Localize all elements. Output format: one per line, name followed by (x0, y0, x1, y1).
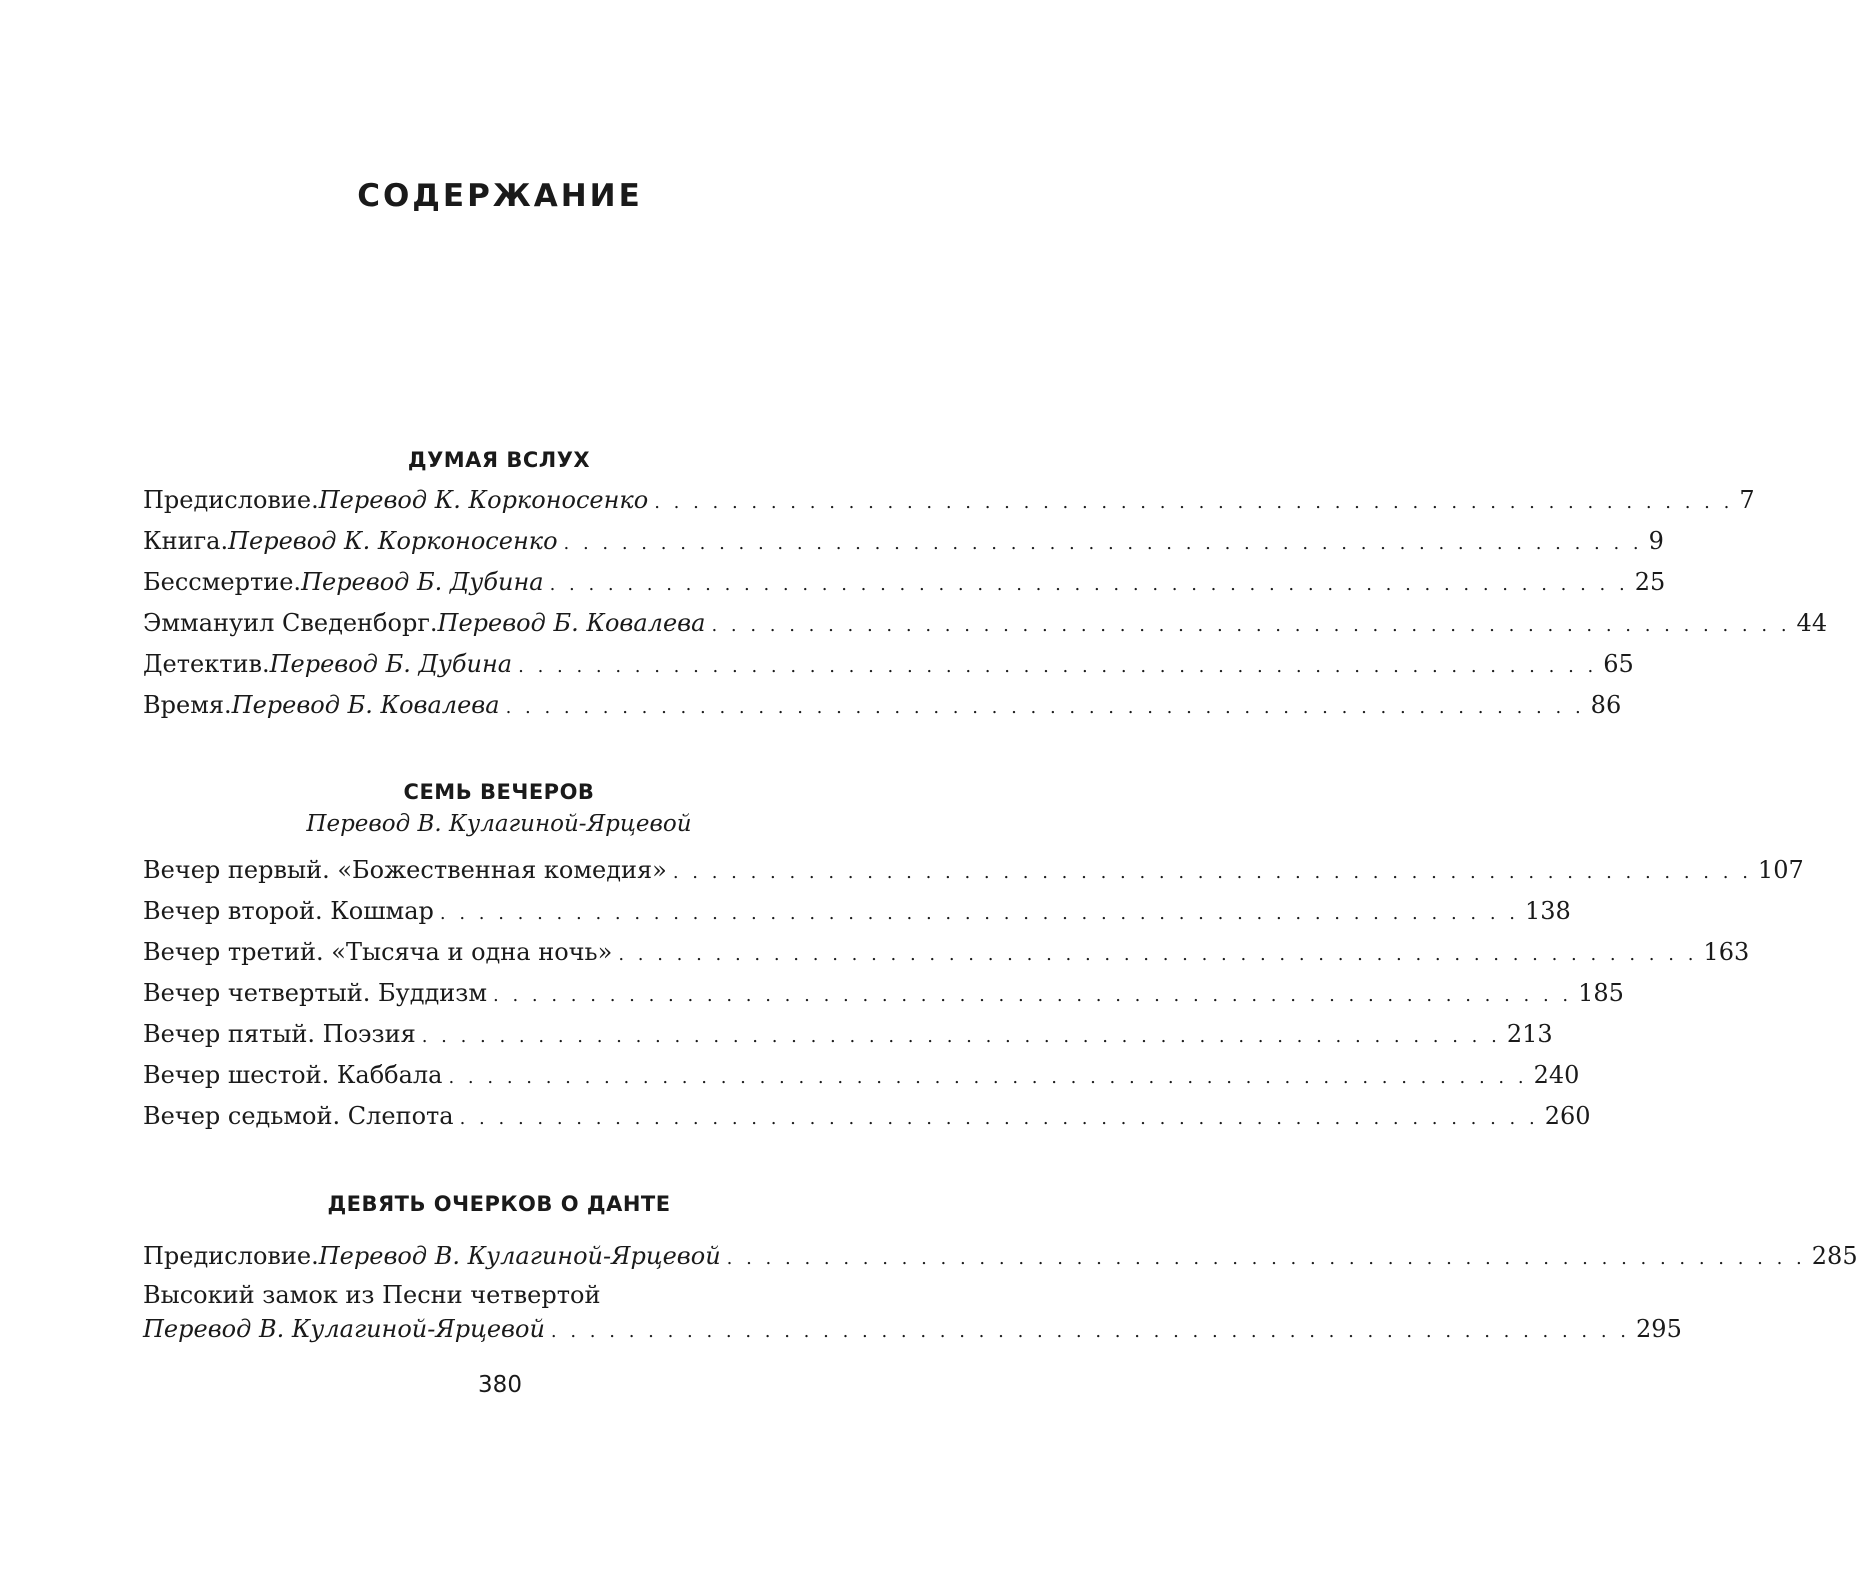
toc-entry[interactable] (143, 1055, 1580, 1096)
toc-entry[interactable] (143, 644, 1634, 685)
entry-page: 163 (1703, 938, 1750, 966)
dot-leader: . . . . . . . . . . . . . . . . . . . . . . . . . . . . . . . . . . . . . . . . . . . . . . . . . . . . . . . . (459, 1108, 1539, 1129)
dot-leader: . . . . . . . . . . . . . . . . . . . . . . . . . . . . . . . . . . . . . . . . . . . . . . . . . . . . . . . . (550, 1321, 1631, 1342)
toc-entry[interactable] (143, 1236, 1858, 1277)
entry-title: Вечер четвертый. Буддизм (143, 979, 488, 1007)
entry-title: Бессмертие. (143, 568, 302, 596)
entry-title: Вечер второй. Кошмар (143, 897, 434, 925)
toc-entry[interactable] (143, 973, 1624, 1014)
entry-title: Вечер третий. «Тысяча и одна ночь» (143, 938, 613, 966)
entry-page: 107 (1757, 856, 1804, 884)
entry-translator: Перевод К. Корконосенко (228, 527, 558, 555)
entry-title: Предисловие. (143, 486, 319, 514)
dot-leader: . . . . . . . . . . . . . . . . . . . . . . . . . . . . . . . . . . . . . . . . . . . . . . . . . . . . . . . . (618, 944, 1698, 965)
entry-translator: Перевод Б. Дубина (269, 650, 513, 678)
entry-page: 213 (1506, 1020, 1553, 1048)
section-devyat-ocherkov (143, 1184, 1858, 1350)
dot-leader: . . . . . . . . . . . . . . . . . . . . . . . . . . . . . . . . . . . . . . . . . . . . . . . . . . . . . . . . (654, 492, 1734, 513)
entry-page: 7 (1739, 486, 1755, 514)
entry-translator: Перевод Б. Дубина (301, 568, 544, 596)
toc-entry[interactable] (143, 891, 1571, 932)
entry-page: 285 (1811, 1242, 1858, 1270)
dot-leader: . . . . . . . . . . . . . . . . . . . . . . . . . . . . . . . . . . . . . . . . . . . . . . . . . . . . . . . . (518, 656, 1598, 677)
toc-entry[interactable] (143, 1096, 1591, 1137)
dot-leader: . . . . . . . . . . . . . . . . . . . . . . . . . . . . . . . . . . . . . . . . . . . . . . . . . . . . . . . . (549, 574, 1629, 595)
entry-title: Время. (143, 691, 232, 719)
dot-leader: . . . . . . . . . . . . . . . . . . . . . . . . . . . . . . . . . . . . . . . . . . . . . . . . . . . . . . . . (711, 615, 1791, 636)
page-title: СОДЕРЖАНИЕ (357, 178, 643, 214)
entry-title: Вечер седьмой. Слепота (143, 1102, 454, 1130)
toc-entry[interactable] (143, 850, 1804, 891)
entry-title[interactable]: Высокий замок из Песни четвертой (143, 1281, 601, 1309)
entry-title: Книга. (143, 527, 229, 555)
entry-page: 9 (1648, 527, 1664, 555)
dot-leader: . . . . . . . . . . . . . . . . . . . . . . . . . . . . . . . . . . . . . . . . . . . . . . . . . . . . . . . . (672, 862, 1752, 883)
entry-translator: Перевод В. Кулагиной-Ярцевой (143, 1315, 545, 1343)
entry-title: Эммануил Сведенборг. (143, 609, 438, 637)
dot-leader: . . . . . . . . . . . . . . . . . . . . . . . . . . . . . . . . . . . . . . . . . . . . . . . . . . . . . . . . (493, 985, 1573, 1006)
entry-translator: Перевод Б. Ковалева (231, 691, 500, 719)
toc-entry[interactable] (143, 480, 1755, 521)
entry-title: Вечер шестой. Каббала (143, 1061, 443, 1089)
entry-page: 295 (1636, 1315, 1682, 1343)
entry-title: Предисловие. (143, 1242, 319, 1270)
section-title: ДУМАЯ ВСЛУХ (407, 448, 591, 472)
toc-entry[interactable] (143, 521, 1664, 562)
entry-translator: Перевод Б. Ковалева (437, 609, 706, 637)
entry-page: 65 (1603, 650, 1634, 678)
section-sem-vecherov (143, 772, 1804, 1137)
toc-entry[interactable] (143, 685, 1622, 726)
entry-page: 240 (1533, 1061, 1580, 1089)
entry-page: 260 (1544, 1102, 1591, 1130)
dot-leader: . . . . . . . . . . . . . . . . . . . . . . . . . . . . . . . . . . . . . . . . . . . . . . . . . . . . . . . . (439, 903, 1519, 924)
dot-leader: . . . . . . . . . . . . . . . . . . . . . . . . . . . . . . . . . . . . . . . . . . . . . . . . . . . . . . . . (448, 1067, 1528, 1088)
toc-entry[interactable] (143, 1014, 1553, 1055)
entry-title: Вечер первый. «Божественная комедия» (143, 856, 667, 884)
section-title: ДЕВЯТЬ ОЧЕРКОВ О ДАНТЕ (327, 1192, 671, 1216)
entry-page: 138 (1525, 897, 1571, 925)
entry-title: Вечер пятый. Поэзия (143, 1020, 416, 1048)
entry-page: 44 (1796, 609, 1828, 637)
toc-entry[interactable] (143, 1309, 1682, 1350)
dot-leader: . . . . . . . . . . . . . . . . . . . . . . . . . . . . . . . . . . . . . . . . . . . . . . . . . . . . . . . . (563, 533, 1643, 554)
entry-page: 25 (1634, 568, 1666, 596)
entry-translator: Перевод К. Корконосенко (318, 486, 649, 514)
section-title: СЕМЬ ВЕЧЕРОВ (403, 780, 595, 804)
page-number: 380 (478, 1372, 522, 1398)
entry-page: 86 (1590, 691, 1622, 719)
entry-title: Детектив. (143, 650, 270, 678)
toc-entry[interactable] (143, 932, 1750, 973)
dot-leader: . . . . . . . . . . . . . . . . . . . . . . . . . . . . . . . . . . . . . . . . . . . . . . . . . . . . . . . . (421, 1026, 1501, 1047)
entry-translator: Перевод В. Кулагиной-Ярцевой (318, 1242, 721, 1270)
toc-entry[interactable] (143, 603, 1828, 644)
toc-entry[interactable] (143, 562, 1666, 603)
dot-leader: . . . . . . . . . . . . . . . . . . . . . . . . . . . . . . . . . . . . . . . . . . . . . . . . . . . . . . . . (726, 1248, 1806, 1269)
dot-leader: . . . . . . . . . . . . . . . . . . . . . . . . . . . . . . . . . . . . . . . . . . . . . . . . . . . . . . . . (505, 697, 1585, 718)
entry-page: 185 (1578, 979, 1624, 1007)
section-dumaya-vslukh (143, 440, 1828, 726)
section-subtitle: Перевод В. Кулагиной-Ярцевой (306, 811, 692, 837)
